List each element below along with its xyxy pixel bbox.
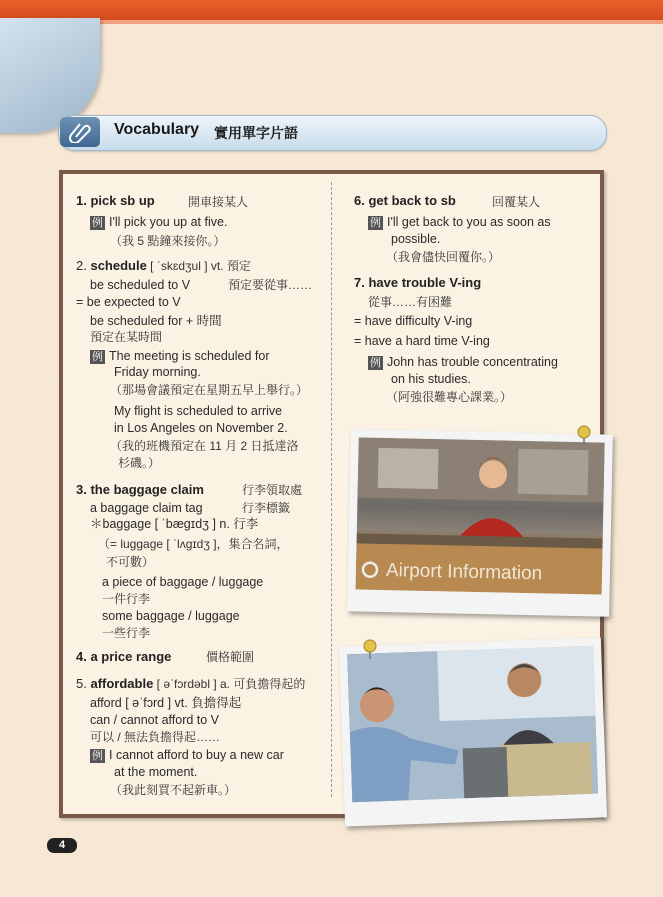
item-2-example-2-translation-cont: 杉磯。） (118, 456, 161, 470)
item-2-example-2: My flight is scheduled to arrive (114, 404, 283, 418)
item-2-example-1 (90, 349, 270, 364)
item-5-example-translation: （我此刻買不起新車。） (110, 783, 237, 797)
item-3-headword: 3. the baggage claim (76, 482, 204, 497)
item-1-translation: 開車接某人 (188, 195, 249, 209)
two-men-image (347, 646, 598, 802)
item-1-example-text: I'll pick you up at five. (109, 215, 228, 229)
airport-information-sign: Airport Information (385, 560, 543, 585)
item-4-translation: 價格範圍 (206, 650, 255, 664)
item-3-line-4: a piece of baggage / luggage (102, 575, 264, 589)
item-7-example-text: John has trouble concentrating (387, 355, 558, 369)
item-2-line-3: be scheduled for + 時間 (90, 314, 222, 328)
item-5-example-cont: at the moment. (114, 765, 198, 779)
pushpin-icon (576, 424, 592, 446)
item-5-word: affordable (90, 676, 154, 691)
item-5-line-2-translation: 可以 / 無法負擔得起…… (90, 730, 221, 744)
item-7-example-translation: （阿強很難專心課業。） (386, 390, 513, 404)
item-6-headword: 6. get back to sb (354, 193, 456, 208)
travel-counter-photo (339, 637, 607, 826)
item-3-line-2: ＊baggage [ ˈbægɪdʒ ] n. 行李 (90, 517, 259, 531)
item-2-line-1-translation: 預定要從事…… (228, 278, 313, 292)
item-2-example-1-translation: （那場會議預定在星期五早上舉行。） (110, 383, 309, 397)
item-1-headword: 1. pick sb up (76, 193, 155, 208)
item-5-line-2: can / cannot afford to V (90, 713, 220, 727)
section-subtitle: 實用單字片語 (214, 125, 298, 141)
item-5-example-text: I cannot afford to buy a new car (109, 748, 284, 762)
item-6-example (368, 215, 551, 230)
example-tag: 例 (92, 217, 103, 229)
item-6-translation: 回覆某人 (492, 195, 541, 209)
airport-information-photo (347, 429, 613, 616)
example-tag: 例 (370, 357, 381, 369)
item-3-line-1: a baggage claim tag (90, 501, 203, 515)
item-6-example-text: I'll get back to you as soon as (387, 215, 551, 229)
item-2-number: 2. (76, 258, 87, 273)
item-3-translation: 行李領取處 (242, 483, 303, 497)
item-2-example-2-translation: （我的班機預定在 11 月 2 日抵達洛 (110, 439, 299, 453)
item-2-pronunciation: [ ˈskɛdʒul ] vt. 預定 (146, 259, 251, 273)
item-5-headword (76, 677, 305, 691)
item-3-line-3: （= luggage [ ˈlʌgɪdʒ ]，集合名詞， (98, 537, 289, 551)
item-2-line-4: 預定在某時間 (90, 330, 163, 344)
item-7-translation: 從事……有困難 (368, 295, 453, 309)
item-7-line-1: = have difficulty V-ing (354, 314, 473, 328)
item-5-number: 5. (76, 676, 87, 691)
item-2-line-2: = be expected to V (76, 295, 181, 309)
item-2-example-1-text: The meeting is scheduled for (109, 349, 270, 363)
paperclip-icon (60, 117, 100, 147)
example-tag: 例 (370, 217, 381, 229)
item-3-line-4-translation: 一件行李 (102, 592, 151, 606)
item-3-line-1-translation: 行李標籤 (242, 501, 291, 515)
item-3-line-5-translation: 一些行李 (102, 626, 151, 640)
top-color-bar (0, 0, 663, 20)
item-2-headword (76, 259, 251, 273)
page-number: 4 (47, 838, 77, 853)
item-2-example-2-cont: in Los Angeles on November 2. (114, 421, 288, 435)
pushpin-icon (362, 638, 378, 660)
airport-counter-image (356, 437, 605, 594)
item-5-line-1: afford [ əˈfɔrd ] vt. 負擔得起 (90, 696, 242, 710)
item-3-line-3-cont: 不可數） (106, 555, 155, 569)
item-2-line-1: be scheduled to V (90, 278, 191, 292)
item-1-example-translation: （我 5 點鐘來接你。） (110, 234, 226, 248)
item-3-line-5: some baggage / luggage (102, 609, 240, 623)
item-6-example-translation: （我會儘快回覆你。） (386, 250, 501, 264)
item-1-example (90, 215, 227, 230)
item-7-example (368, 355, 558, 370)
item-7-line-2: = have a hard time V-ing (354, 334, 490, 348)
item-7-example-cont: on his studies. (391, 372, 471, 386)
item-5-pronunciation: [ əˈfɔrdəbl ] a. 可負擔得起的 (153, 677, 306, 691)
item-5-example (90, 748, 284, 763)
example-tag: 例 (92, 351, 103, 363)
column-divider (331, 182, 332, 797)
item-2-example-1-cont: Friday morning. (114, 365, 201, 379)
section-title: Vocabulary (114, 121, 200, 138)
item-7-headword: 7. have trouble V-ing (354, 275, 482, 290)
example-tag: 例 (92, 750, 103, 762)
item-2-word: schedule (90, 258, 147, 273)
item-4-headword: 4. a price range (76, 649, 172, 664)
item-6-example-cont: possible. (391, 232, 441, 246)
